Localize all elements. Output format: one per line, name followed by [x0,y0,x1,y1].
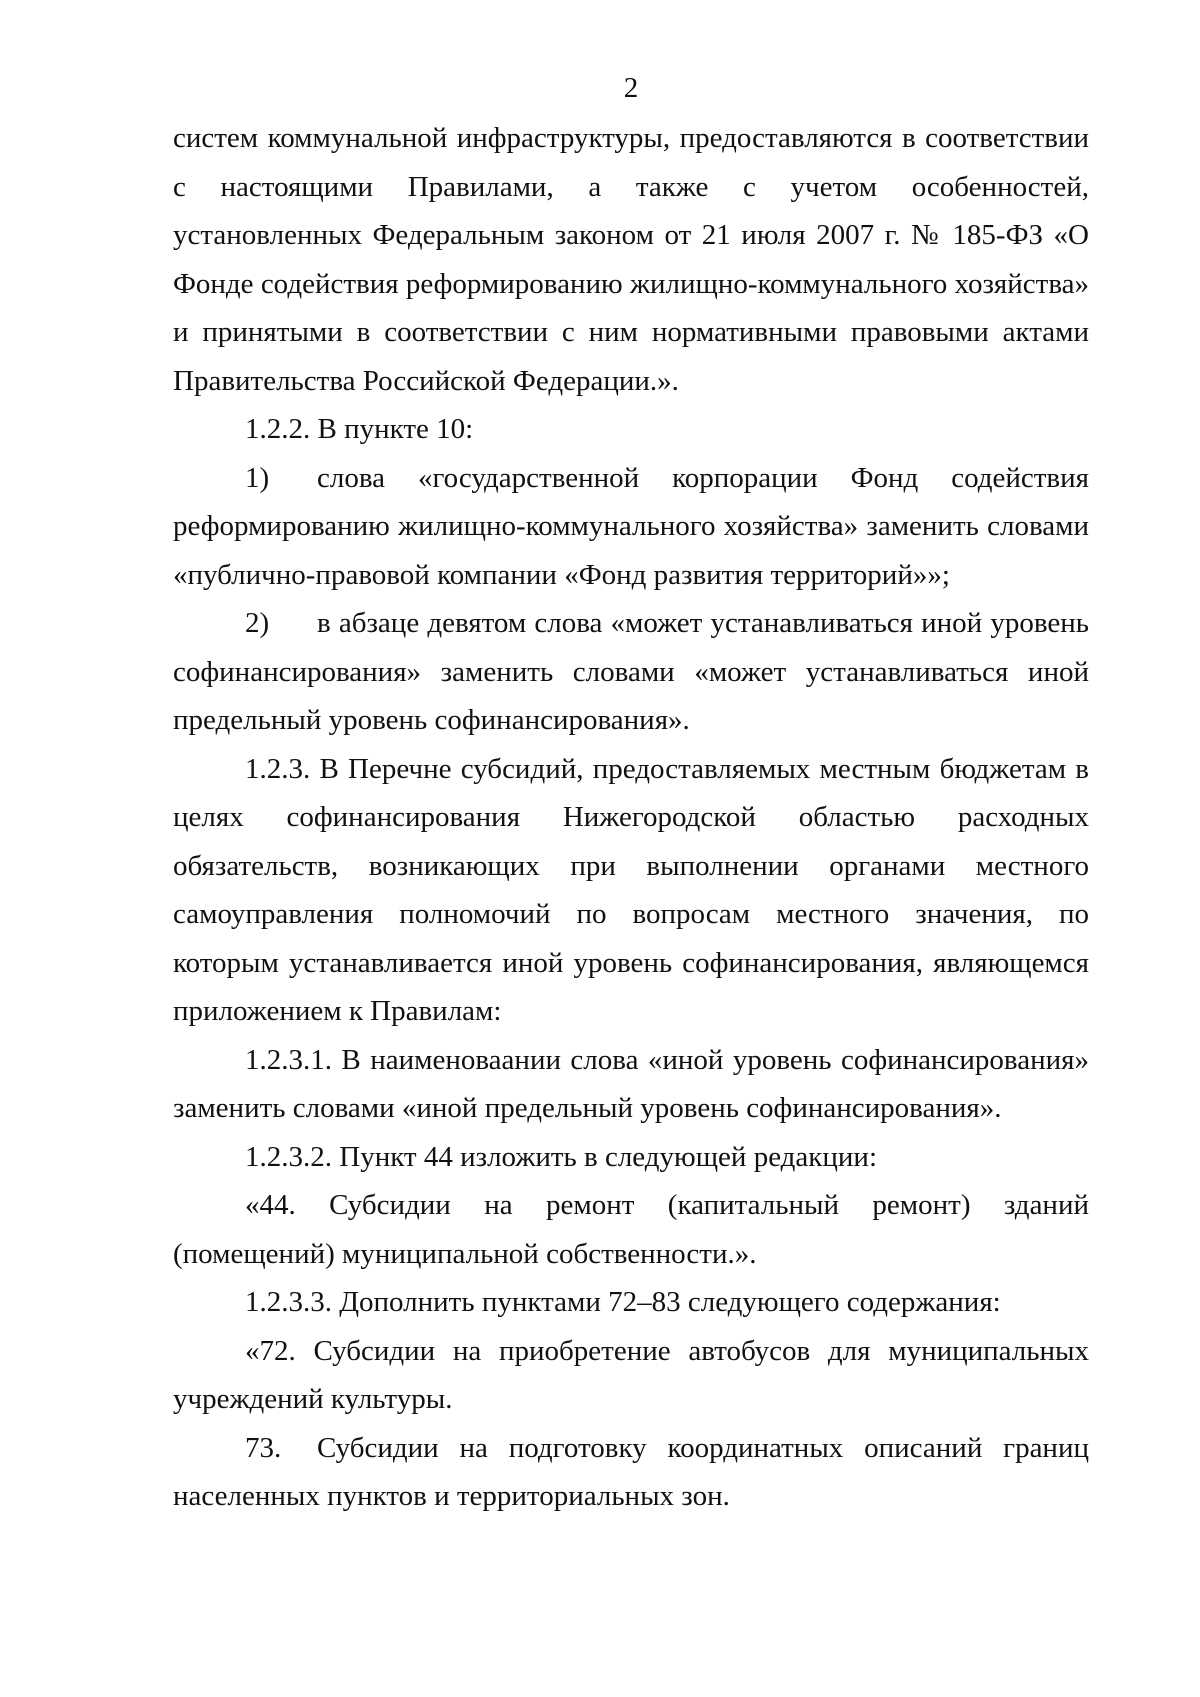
list-item-number: 2) [245,607,270,639]
list-item-1 [173,454,1089,600]
paragraph-1-2-2: 1.2.2. В пункте 10: [245,413,474,445]
paragraph-1-2-3-3: 1.2.3.3. Дополнить пунктами 72–83 следующего содержания: [245,1286,1001,1318]
paragraph-1-2-3-2: 1.2.3.2. Пункт 44 изложить в следующей редакции: [245,1140,878,1173]
list-item-text: слова «государственной корпорации Фонд содействия реформированию жилищно-коммунального хозяйства» заменить словами «публично-правовой компании «Фонд развития территорий»»; [173,461,1089,591]
paragraph-item-44: «44. Субсидии на ремонт (капитальный ремонт) зданий (помещений) муниципальной собственности.». [173,1189,1089,1270]
page-number: 2 [623,72,639,104]
list-item-number: 73. [245,1431,282,1464]
list-item-text: Субсидии на подготовку координатных описаний границ населенных пунктов и территориальных зон. [173,1431,1089,1512]
paragraph-item-73 [173,1424,1089,1521]
list-item-number: 1) [245,461,270,494]
paragraph-1-2-3-1: 1.2.3.1. В наименоваании слова «иной уровень софинансирования» заменить словами «иной предельный уровень софинансирования». [173,1043,1089,1124]
list-item-text: в абзаце девятом слова «может устанавливаться иной уровень софинансирования» заменить словами «может устанавливаться иной предельный уровень софинансирования». [173,607,1089,736]
document-body [173,114,1089,1521]
paragraph-1-2-3: 1.2.3. В Перечне субсидий, предоставляемых местным бюджетам в целях софинансирования Нижегородской областью расходных обязательств, возникающих при выполнении органами местного самоуправления полномочий по вопросам местного значения, по которым устанавливается иной уровень софинансирования, являющемся приложением к Правилам: [173,752,1089,1027]
paragraph-item-72: «72. Субсидии на приобретение автобусов для муниципальных учреждений культуры. [173,1334,1089,1415]
paragraph-continuation: систем коммунальной инфраструктуры, предоставляются в соответствии с настоящими Правилами, а также с учетом особенностей, установленных Федеральным законом от 21 июля 2007 г. № 185-ФЗ «О Фонде содействия реформированию жилищно-коммунального хозяйства» и принятыми в соответствии с ним нормативными правовыми актами Правительства Российской Федерации.». [173,122,1089,397]
list-item-2 [173,599,1089,745]
